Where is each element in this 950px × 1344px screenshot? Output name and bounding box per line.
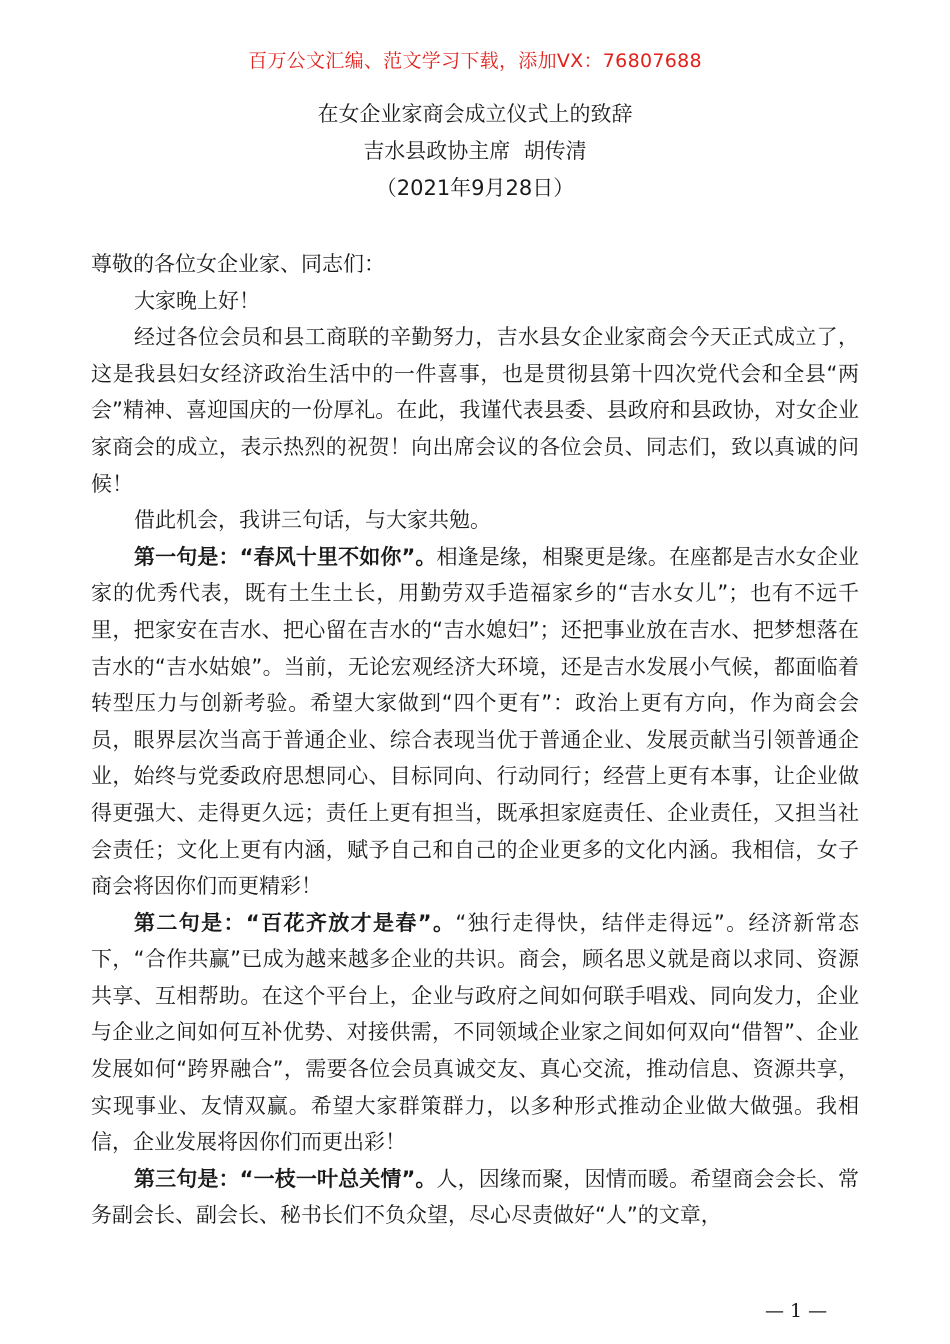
document-body xyxy=(91,246,859,1234)
salutation: 尊敬的各位女企业家、同志们： xyxy=(91,252,385,276)
document-author: 吉水县政协主席 胡传清 xyxy=(363,139,587,163)
paragraph-4 xyxy=(91,905,859,1161)
paragraph-3-body: 相逢是缘，相聚更是缘。在座都是吉水女企业家的优秀代表，既有土生土长，用勤劳双手造福家乡的“吉水女儿”；也有不远千里，把家安在吉水、把心留在吉水的“吉水媳妇”；还把事业放在吉水、把梦想落在吉水的“吉水姑娘”。当前，无论宏观经济大环境，还是吉水发展小气候，都面临着转型压力与创新考验。希望大家做到“四个更有”：政治上更有方向，作为商会会员，眼界层次当高于普通企业、综合表现当优于普通企业、发展贡献当引领普通企业，始终与党委政府思想同心、目标同向、行动同行；经营上更有本事，让企业做得更强大、走得更久远；责任上更有担当，既承担家庭责任、企业责任，又担当社会责任；文化上更有内涵，赋予自己和自己的企业更多的文化内涵。我相信，女子商会将因你们而更精彩！ xyxy=(91,544,859,899)
document-header xyxy=(0,96,950,207)
paragraph-5-body: 人，因缘而聚，因情而暖。希望商会会长、常务副会长、副会长、秘书长们不负众望，尽心尽责做好“人”的文章， xyxy=(91,1166,859,1228)
document-date: （2021年9月28日） xyxy=(375,176,575,200)
paragraph-1: 经过各位会员和县工商联的辛勤努力，吉水县女企业家商会今天正式成立了，这是我县妇女经济政治生活中的一件喜事，也是贯彻县第十四次党代会和全县“两会”精神、喜迎国庆的一份厚礼。在此，我谨代表县委、县政府和县政协，对女企业家商会的成立，表示热烈的祝贺！向出席会议的各位会员、同志们，致以真诚的问候！ xyxy=(91,325,859,496)
paragraph-5-lead: 第三句是：“一枝一叶总关情”。 xyxy=(134,1166,437,1191)
paragraph-3 xyxy=(91,539,859,905)
paragraph-4-lead: 第二句是：“百花齐放才是春”。 xyxy=(134,910,456,935)
page-number: — 1 — xyxy=(765,1300,828,1322)
paragraph-2: 借此机会，我讲三句话，与大家共勉。 xyxy=(134,508,491,533)
watermark-banner: 百万公文汇编、范文学习下载，添加VX：76807688 xyxy=(248,50,702,72)
paragraph-4-body: “独行走得快，结伴走得远”。经济新常态下，“合作共赢”已成为越来越多企业的共识。商会，顾名思义就是商以求同、资源共享、互相帮助。在这个平台上，企业与政府之间如何联手唱戏、同向发力，企业与企业之间如何互补优势、对接供需，不同领域企业家之间如何双向“借智”、企业发展如何“跨界融合”，需要各位会员真诚交友、真心交流，推动信息、资源共享，实现事业、友情双赢。希望大家群策群力，以多种形式推动企业做大做强。我相信，企业发展将因你们而更出彩！ xyxy=(91,910,859,1155)
paragraph-3-lead: 第一句是：“春风十里不如你”。 xyxy=(134,544,437,569)
document-title: 在女企业家商会成立仪式上的致辞 xyxy=(317,102,633,126)
paragraph-5 xyxy=(91,1161,859,1234)
greeting: 大家晚上好！ xyxy=(134,288,260,313)
